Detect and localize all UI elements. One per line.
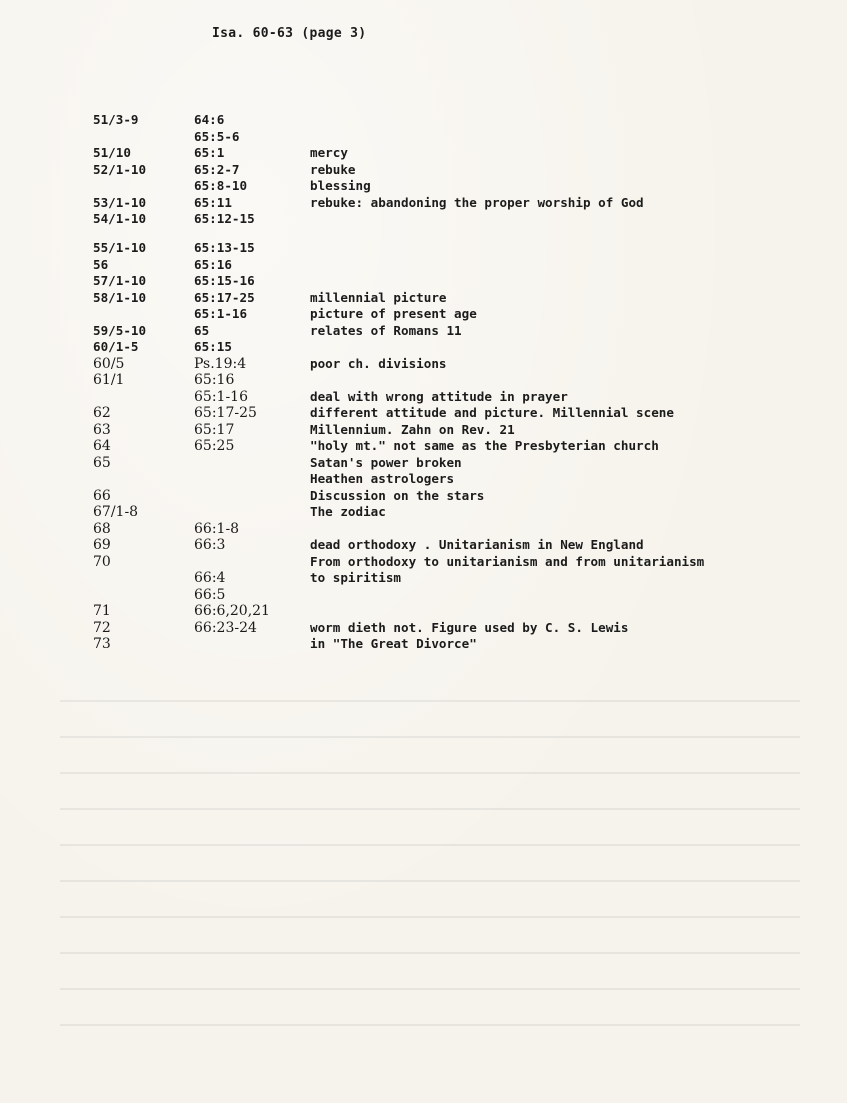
row-verse: 66:6,20,21 bbox=[194, 603, 270, 619]
index-row bbox=[0, 240, 847, 257]
row-verse: 65:16 bbox=[194, 256, 232, 272]
row-verse: 66:1-8 bbox=[194, 520, 240, 537]
index-row bbox=[0, 372, 847, 389]
row-reference: 65 bbox=[93, 454, 111, 471]
index-row bbox=[0, 273, 847, 290]
row-verse: 65:25 bbox=[194, 438, 235, 454]
row-verse: 65:2-7 bbox=[194, 161, 240, 177]
page-header: Isa. 60-63 (page 3) bbox=[212, 26, 367, 41]
row-note: Heathen astrologers bbox=[310, 471, 455, 486]
index-row bbox=[0, 257, 847, 274]
row-verse: 66:4 bbox=[194, 570, 226, 586]
row-note: Satan's power broken bbox=[310, 454, 462, 470]
row-reference: 66 bbox=[93, 487, 111, 504]
row-reference: 61/1 bbox=[93, 372, 125, 388]
index-row bbox=[0, 422, 847, 439]
row-reference: 59/5-10 bbox=[93, 322, 147, 338]
row-verse: 66:5 bbox=[194, 586, 226, 603]
row-note: Discussion on the stars bbox=[310, 487, 485, 503]
index-row bbox=[0, 521, 847, 538]
row-reference: 52/1-10 bbox=[93, 161, 147, 177]
row-reference: 51/10 bbox=[93, 145, 131, 160]
row-note: rebuke: abandoning the proper worship of God bbox=[310, 194, 644, 210]
row-note: blessing bbox=[310, 178, 371, 193]
index-row bbox=[0, 554, 847, 571]
row-note: in "The Great Divorce" bbox=[310, 636, 477, 651]
row-note: dead orthodoxy . Unitarianism in New England bbox=[310, 537, 644, 552]
index-row bbox=[0, 195, 847, 212]
show-through-text bbox=[60, 700, 800, 1030]
index-row bbox=[0, 587, 847, 604]
row-verse: 64:6 bbox=[194, 112, 225, 127]
row-reference: 51/3-9 bbox=[93, 112, 139, 127]
index-row bbox=[0, 339, 847, 356]
index-row bbox=[0, 356, 847, 373]
row-verse: 66:3 bbox=[194, 537, 226, 553]
row-note: "holy mt." not same as the Presbyterian church bbox=[310, 438, 659, 453]
index-row bbox=[0, 290, 847, 307]
row-verse: 65:17-25 bbox=[194, 405, 257, 421]
index-row bbox=[0, 636, 847, 653]
row-note: mercy bbox=[310, 145, 348, 160]
row-verse: 65:17 bbox=[194, 421, 235, 438]
index-row bbox=[0, 306, 847, 323]
row-reference: 58/1-10 bbox=[93, 289, 147, 305]
index-row bbox=[0, 471, 847, 488]
index-table bbox=[0, 112, 847, 653]
index-row bbox=[0, 389, 847, 406]
row-note: relates of Romans 11 bbox=[310, 322, 462, 338]
row-verse: 65 bbox=[194, 322, 210, 338]
row-verse: 65:15 bbox=[194, 339, 232, 354]
row-verse: 65:1-16 bbox=[194, 306, 248, 321]
index-row bbox=[0, 211, 847, 240]
row-verse: 65:8-10 bbox=[194, 178, 248, 193]
index-row bbox=[0, 145, 847, 162]
row-note: The zodiac bbox=[310, 504, 386, 519]
row-note: poor ch. divisions bbox=[310, 355, 447, 371]
row-verse: 65:13-15 bbox=[194, 240, 255, 255]
row-verse: 65:16 bbox=[194, 372, 235, 388]
row-reference: 68 bbox=[93, 520, 111, 537]
index-row bbox=[0, 488, 847, 505]
row-verse: 65:11 bbox=[194, 194, 232, 210]
row-reference: 57/1-10 bbox=[93, 273, 147, 288]
row-note: picture of present age bbox=[310, 306, 477, 321]
index-row bbox=[0, 162, 847, 179]
row-reference: 62 bbox=[93, 405, 111, 421]
row-reference: 64 bbox=[93, 438, 111, 454]
row-note: rebuke bbox=[310, 161, 356, 177]
row-verse: 65:15-16 bbox=[194, 273, 255, 288]
row-reference: 71 bbox=[93, 603, 111, 619]
row-verse: 66:23-24 bbox=[194, 619, 257, 636]
index-row bbox=[0, 178, 847, 195]
row-reference: 67/1-8 bbox=[93, 504, 139, 520]
row-reference: 73 bbox=[93, 636, 111, 652]
row-verse: Ps.19:4 bbox=[194, 355, 247, 372]
row-verse: 65:5-6 bbox=[194, 128, 240, 144]
row-note: worm dieth not. Figure used by C. S. Lewis bbox=[310, 619, 629, 635]
row-reference: 70 bbox=[93, 553, 111, 570]
index-row bbox=[0, 438, 847, 455]
row-reference: 60/1-5 bbox=[93, 339, 139, 354]
index-row bbox=[0, 405, 847, 422]
corner-smudge bbox=[34, 1030, 78, 1064]
row-reference: 72 bbox=[93, 619, 111, 636]
row-reference: 54/1-10 bbox=[93, 211, 147, 226]
row-note: deal with wrong attitude in prayer bbox=[310, 388, 568, 404]
row-verse: 65:17-25 bbox=[194, 289, 255, 305]
index-row bbox=[0, 603, 847, 620]
index-row bbox=[0, 129, 847, 146]
row-reference: 60/5 bbox=[93, 355, 125, 372]
index-row bbox=[0, 323, 847, 340]
index-row bbox=[0, 537, 847, 554]
row-verse: 65:1-16 bbox=[194, 388, 248, 405]
row-note: to spiritism bbox=[310, 570, 401, 585]
row-reference: 69 bbox=[93, 537, 111, 553]
row-reference: 63 bbox=[93, 421, 111, 438]
index-row bbox=[0, 620, 847, 637]
row-note: different attitude and picture. Millennial scene bbox=[310, 405, 674, 420]
row-reference: 56 bbox=[93, 256, 109, 272]
index-row bbox=[0, 112, 847, 129]
row-note: Millennium. Zahn on Rev. 21 bbox=[310, 421, 515, 437]
index-row bbox=[0, 455, 847, 472]
row-note: From orthodoxy to unitarianism and from unitarianism bbox=[310, 553, 705, 569]
row-reference: 55/1-10 bbox=[93, 240, 147, 255]
row-note: millennial picture bbox=[310, 289, 447, 305]
index-row bbox=[0, 504, 847, 521]
row-verse: 65:12-15 bbox=[194, 211, 255, 226]
index-row bbox=[0, 570, 847, 587]
row-verse: 65:1 bbox=[194, 145, 225, 160]
row-reference: 53/1-10 bbox=[93, 194, 147, 210]
